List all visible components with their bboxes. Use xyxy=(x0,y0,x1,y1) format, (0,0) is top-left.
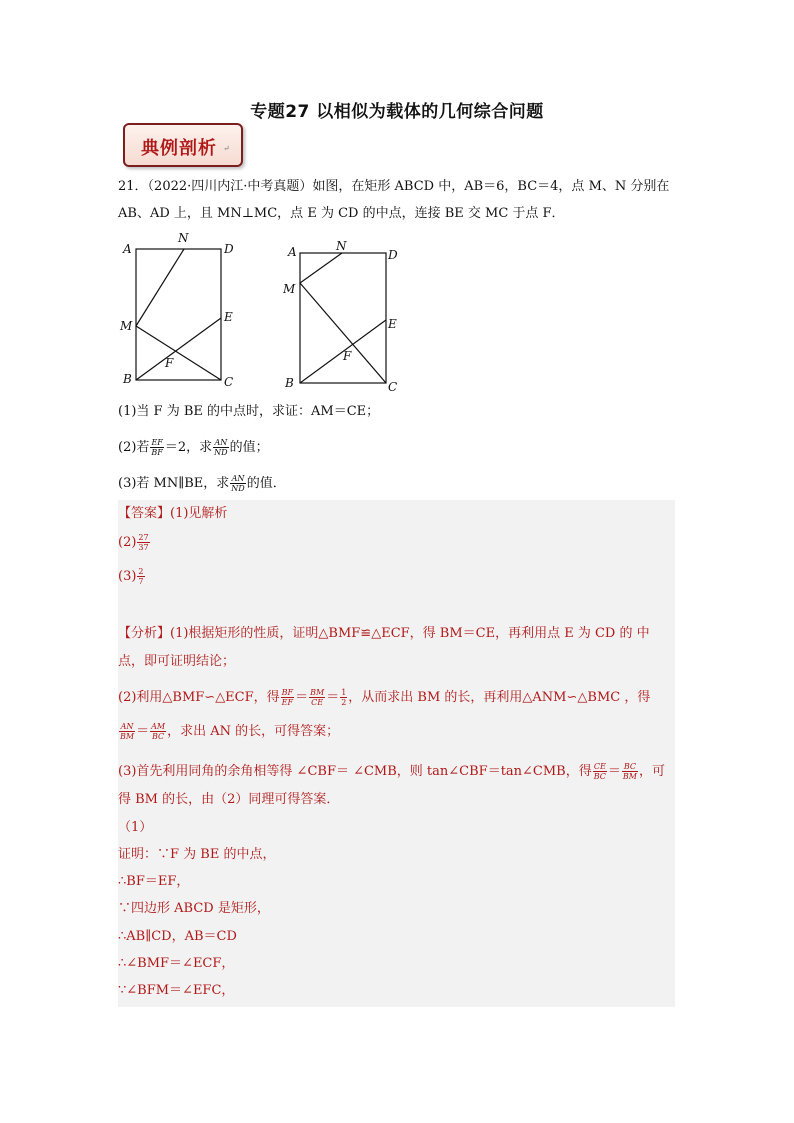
q3-pre: (3)若 MN∥BE，求 xyxy=(118,476,230,491)
analysis-text-3a: (2)利用△BMF∽△ECF，得 xyxy=(118,690,280,705)
fraction-ce-bc xyxy=(593,762,607,781)
label-a: A xyxy=(288,245,297,259)
frac-num: BM xyxy=(310,688,325,697)
frac-num: AN xyxy=(214,438,228,447)
answer-line xyxy=(118,505,227,523)
segment-mc xyxy=(136,326,221,380)
label-f: F xyxy=(343,349,352,363)
frac-den: BM xyxy=(622,772,637,781)
frac-den: 37 xyxy=(138,543,149,552)
label-c: C xyxy=(388,380,398,394)
frac-num: EF xyxy=(151,438,163,447)
label-d: D xyxy=(388,248,398,262)
frac-num: CE xyxy=(593,762,606,771)
analysis-line-4 xyxy=(118,722,339,741)
page-title: 专题27 以相似为载体的几何综合问题 xyxy=(250,102,544,122)
proof-line-2: ∴BF＝EF， xyxy=(118,874,190,889)
question-3 xyxy=(118,474,286,493)
segment-mn xyxy=(300,253,342,283)
problem-line-1: 21．（2022·四川内江·中考真题）如图，在矩形 ABCD 中，AB＝6，BC＝4，点 M、N 分别在 xyxy=(118,179,670,194)
proof-head: （1） xyxy=(118,820,153,835)
frac-den: EF xyxy=(281,698,294,707)
frac-den: 7 xyxy=(138,577,144,586)
segment-mc xyxy=(300,283,386,383)
analysis-label: 【分析】 xyxy=(118,626,171,641)
label-a: A xyxy=(123,242,132,256)
label-b: B xyxy=(285,376,294,390)
analysis-text-1: (1)根据矩形的性质，证明△BMF≌△ECF，得 BM＝CE，再利用点 E 为 CD 的 中 xyxy=(170,626,650,641)
label-n: N xyxy=(336,239,347,253)
equals: ＝ xyxy=(326,690,340,705)
segment-be xyxy=(136,318,221,380)
fraction-ef-bf xyxy=(150,438,163,457)
label-d: D xyxy=(224,242,234,256)
analysis-line-2: 点，即可证明结论； xyxy=(118,654,236,669)
frac-num: 27 xyxy=(138,533,149,542)
q2-pre: (2)若 xyxy=(118,440,150,455)
frac-den: BF xyxy=(151,448,163,457)
proof-line-5: ∴∠BMF＝∠ECF， xyxy=(118,956,235,971)
label-c: C xyxy=(224,375,234,389)
frac-den: ND xyxy=(231,484,245,493)
frac-den: BC xyxy=(152,732,165,741)
label-e: E xyxy=(224,310,233,324)
fraction-an-bm xyxy=(119,722,135,741)
proof-line-3: ∵四边形 ABCD 是矩形， xyxy=(118,901,270,916)
answer-3 xyxy=(118,567,146,586)
segment-mn xyxy=(136,249,184,326)
rectangle-abcd xyxy=(136,249,221,380)
answer-2 xyxy=(118,533,151,552)
frac-den: BC xyxy=(593,772,606,781)
analysis-text-5a: (3)首先利用同角的余角相等得 ∠CBF＝ ∠CMB，则 tan∠CBF＝tan∠CMB，得 xyxy=(118,764,592,779)
fraction-2-7 xyxy=(137,567,144,586)
analysis-line-1 xyxy=(118,625,650,643)
label-f: F xyxy=(165,356,174,370)
proof-line-1: 证明：∵F 为 BE 的中点， xyxy=(118,847,276,862)
frac-num: BC xyxy=(623,762,637,771)
fraction-bf-ef xyxy=(281,688,294,707)
analysis-text-5b: ，可 xyxy=(639,764,666,779)
answer-2-pre: (2) xyxy=(118,535,137,550)
fraction-an-nd xyxy=(230,474,245,493)
equals: ＝ xyxy=(607,764,621,779)
label-m: M xyxy=(120,319,133,333)
return-mark-icon: ↵ xyxy=(223,144,230,153)
question-2 xyxy=(118,438,269,457)
rectangle-abcd xyxy=(300,253,386,383)
frac-num: AN xyxy=(120,722,134,731)
answer-3-pre: (3) xyxy=(118,569,137,584)
q3-post: 的值． xyxy=(246,476,286,491)
question-1: (1)当 F 为 BE 的中点时，求证：AM＝CE； xyxy=(118,404,380,419)
answer-label: 【答案】 xyxy=(118,506,171,521)
fraction-1-2 xyxy=(340,688,347,707)
analysis-line-6: 得 BM 的长，由（2）同理可得答案． xyxy=(118,792,340,807)
frac-den: CE xyxy=(311,698,324,707)
frac-num: BF xyxy=(281,688,294,697)
fraction-27-37 xyxy=(137,533,149,552)
fraction-am-bc xyxy=(150,722,166,741)
fraction-bc-bm xyxy=(622,762,638,781)
label-e: E xyxy=(388,317,397,331)
analysis-line-3 xyxy=(118,688,650,707)
frac-den: ND xyxy=(214,448,228,457)
frac-den: BM xyxy=(120,732,135,741)
frac-num: 1 xyxy=(341,688,347,697)
frac-num: 2 xyxy=(138,567,144,576)
frac-den: 2 xyxy=(341,698,347,707)
equals: ＝ xyxy=(136,724,150,739)
fraction-an-nd xyxy=(213,438,228,457)
answer-1: (1)见解析 xyxy=(170,506,228,521)
figure-1 xyxy=(115,228,245,390)
label-b: B xyxy=(123,372,132,386)
label-m: M xyxy=(283,282,296,296)
label-n: N xyxy=(178,231,189,245)
section-badge xyxy=(123,123,243,167)
q2-post: 的值； xyxy=(229,440,269,455)
analysis-text-3b: ，从而求出 BM 的长，再利用△ANM∽△BMC ，得 xyxy=(348,690,651,705)
q2-mid: ＝2，求 xyxy=(164,440,213,455)
fraction-bm-ce xyxy=(309,688,325,707)
proof-line-6: ∵∠BFM＝∠EFC， xyxy=(118,983,235,998)
analysis-line-5 xyxy=(118,762,665,781)
frac-num: AM xyxy=(151,722,166,731)
badge-label: 典例剖析 xyxy=(141,138,217,159)
equals: ＝ xyxy=(295,690,309,705)
figure-2 xyxy=(280,236,405,394)
proof-line-4: ∴AB∥CD，AB＝CD xyxy=(118,929,237,944)
frac-num: AN xyxy=(231,474,245,483)
analysis-text-4: ，求出 AN 的长，可得答案； xyxy=(167,724,340,739)
problem-line-2: AB、AD 上，且 MN⊥MC，点 E 为 CD 的中点，连接 BE 交 MC 于点 F． xyxy=(118,206,565,221)
